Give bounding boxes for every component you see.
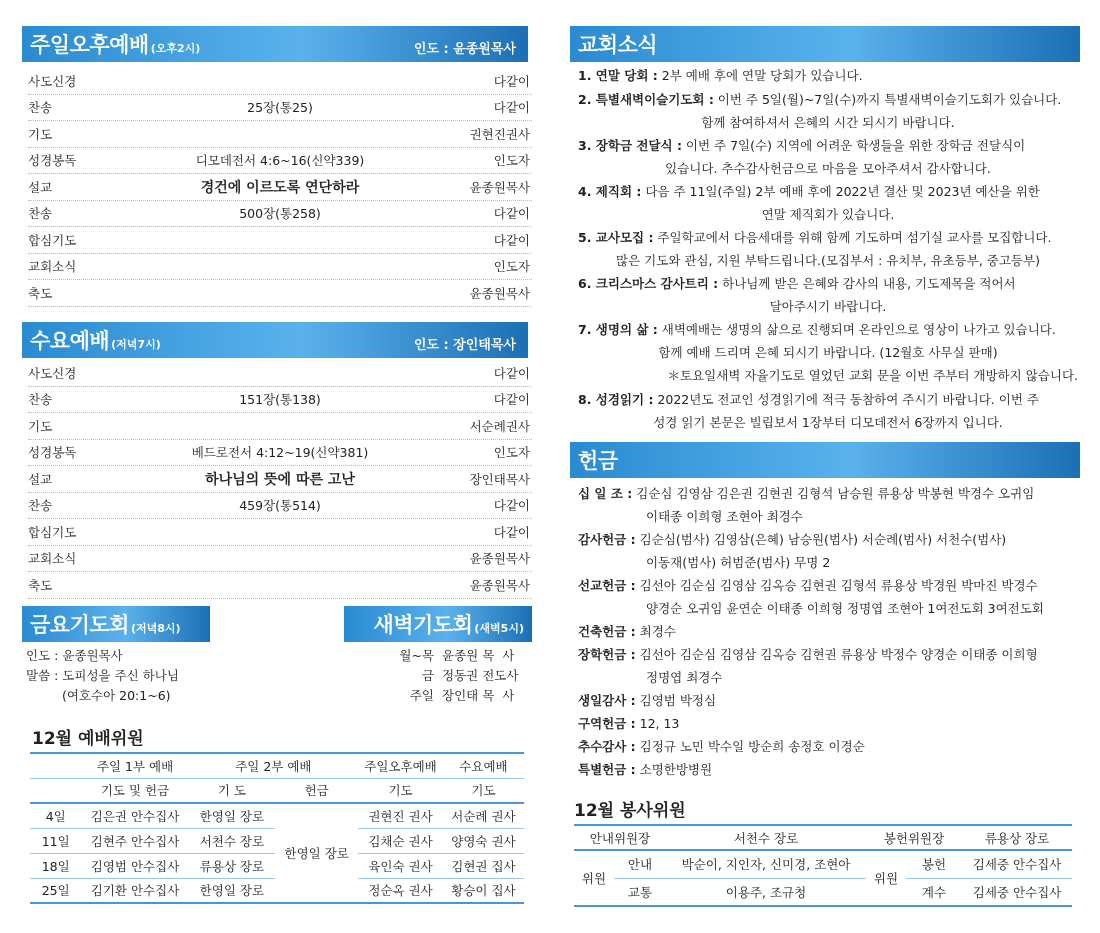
offering-line (578, 482, 1082, 505)
order-item-name: 기도 (28, 418, 53, 434)
dawn-day: 금 (421, 668, 434, 683)
afternoon-order (28, 68, 532, 307)
offering-chief-label: 봉헌위원장 (883, 830, 945, 846)
order-item-name: 설교 (28, 179, 53, 195)
friday-time: (저녁8시) (130, 622, 181, 635)
church-news-header (570, 26, 1080, 62)
offering-header (570, 442, 1080, 478)
news-text: 2022년도 전교인 성경읽기에 적극 동참하여 주시기 바랍니다. 이번 주 (653, 392, 1039, 407)
traffic-members: 이용주, 조규청 (725, 884, 807, 900)
role-guide: 안내 (627, 857, 653, 873)
offering-item (578, 528, 1082, 574)
order-item-name: 설교 (28, 471, 53, 487)
order-row (28, 121, 532, 148)
offering-continuation: 이태종 이희형 조현아 최경수 (646, 509, 803, 524)
order-item-person: 다같이 (493, 232, 530, 248)
order-item-name: 축도 (28, 577, 53, 593)
order-item-name: 찬송 (28, 206, 53, 222)
order-row (28, 360, 532, 387)
offering-names: 김영범 박정심 (635, 693, 717, 708)
order-item-name: 성경봉독 (28, 153, 77, 169)
friday-leader: 인도 : 윤종원목사 (26, 648, 123, 663)
order-item-name: 사도신경 (28, 73, 77, 89)
order-item-content: 디모데전서 4:6~16(신약339) (195, 153, 365, 169)
staff-prayer-2nd: 한영일 장로 (199, 808, 265, 824)
news-continuation: 연말 제직회가 있습니다. (761, 207, 895, 222)
order-item-person: 윤종원목사 (469, 551, 530, 567)
afternoon-worship-header (22, 26, 528, 62)
offering-names: 김순심(범사) 김영삼(은혜) 남승원(범사) 서순례(범사) 서천수(범사) (635, 532, 1007, 547)
order-row (28, 466, 532, 493)
order-item-name: 기도 (28, 126, 53, 142)
staff-prayer-2nd: 서천수 장로 (199, 833, 265, 849)
news-item (578, 134, 1078, 180)
subheader-prayer: 기 도 (217, 783, 246, 799)
order-item-person: 윤종원목사 (469, 577, 530, 593)
order-row (28, 546, 532, 573)
offering-continuation: 이동재(범사) 허범준(범사) 무명 2 (646, 555, 831, 570)
order-item-name: 교회소식 (28, 259, 77, 275)
order-row (28, 519, 532, 546)
news-line (578, 318, 1078, 341)
friday-sermon: 말씀 : 도피성을 주신 하나님 (26, 668, 179, 683)
header-sunday-afternoon: 주일오후예배 (364, 758, 437, 774)
news-title: 교회소식 (578, 33, 658, 57)
news-item (578, 180, 1078, 226)
role-traffic: 교통 (627, 884, 653, 900)
order-item-name: 찬송 (28, 392, 53, 408)
offering-item (578, 620, 1082, 643)
order-item-content: 500장(통258) (239, 206, 321, 222)
friday-scripture: (여호수아 20:1~6) (62, 688, 171, 703)
news-text: 새벽예배는 생명의 삶으로 진행되며 온라인으로 영상이 나가고 있습니다. (657, 322, 1056, 337)
offering-names: 소명한방병원 (635, 762, 713, 777)
order-item-name: 축도 (28, 285, 53, 301)
afternoon-title: 주일오후예배 (30, 33, 149, 57)
afternoon-leader: 인도 : 윤종원목사 (413, 42, 516, 57)
offering-line (578, 528, 1082, 551)
news-text: 이번 주 5일(월)~7일(수)까지 특별새벽이슬기도회가 있습니다. (713, 92, 1062, 107)
news-item (578, 318, 1078, 387)
header-sunday-1: 주일 1부 예배 (96, 758, 174, 774)
news-line (578, 88, 1078, 111)
order-row (28, 227, 532, 254)
order-item-person: 다같이 (493, 392, 530, 408)
news-continuation: 함께 참여하셔서 은혜의 시간 되시기 바랍니다. (701, 115, 955, 130)
subheader-prayer-offering: 기도 및 헌금 (100, 783, 170, 799)
offering-label: 십 일 조 : (578, 486, 633, 501)
offering-members: 김세중 안수집사 (972, 857, 1062, 873)
offering-names: 12, 13 (635, 716, 680, 731)
wednesday-order (28, 360, 532, 599)
wednesday-title: 수요예배 (30, 329, 110, 353)
offering-label: 선교헌금 : (578, 578, 636, 593)
news-label: 7. 생명의 삶 : (578, 322, 658, 337)
offering-label: 생일감사 : (578, 693, 636, 708)
news-text: 하나님께 받은 은혜와 감사의 내용, 기도제목을 적어서 (718, 276, 1016, 291)
order-row (28, 572, 532, 599)
worship-staff-title: 12월 예배위원 (32, 729, 144, 749)
dawn-person: 장인태 목 사 (442, 688, 515, 703)
order-item-person: 윤종원목사 (469, 285, 530, 301)
dawn-schedule (362, 646, 530, 706)
staff-prayer-2nd: 한영일 장로 (199, 883, 265, 899)
order-row (28, 254, 532, 281)
offering-label: 구역헌금 : (578, 716, 636, 731)
staff-prayer-offering: 김은권 안수집사 (90, 808, 180, 824)
news-label: 8. 성경읽기 : (578, 392, 654, 407)
staff-prayer-wednesday: 황승이 집사 (451, 883, 516, 899)
news-item (578, 272, 1078, 318)
staff-date: 11일 (41, 833, 70, 849)
staff-date: 25일 (41, 883, 70, 899)
friday-title: 금요기도회 (30, 613, 129, 637)
order-row (28, 440, 532, 467)
offering-line (578, 643, 1082, 666)
offering-chief-name: 류용상 장로 (984, 830, 1050, 846)
order-item-name: 합심기도 (28, 524, 77, 540)
news-item (578, 388, 1078, 434)
order-item-person: 다같이 (493, 365, 530, 381)
order-item-person: 다같이 (493, 73, 530, 89)
staff-date: 18일 (41, 858, 70, 874)
service-staff-title: 12월 봉사위원 (574, 801, 686, 821)
wednesday-leader: 인도 : 장인태목사 (413, 338, 516, 353)
news-continuation: 달아주시기 바랍니다. (769, 299, 887, 314)
order-item-name: 성경봉독 (28, 445, 77, 461)
staff-prayer-afternoon: 정순옥 권사 (368, 883, 433, 899)
news-text: 이번 주 7일(수) 지역에 어려운 학생들을 위한 장학금 전달식이 (681, 138, 1026, 153)
order-item-content: 베드로전서 4:12~19(신약381) (191, 445, 369, 461)
offering-continuation: 양경순 오귀임 윤연순 이태종 이희형 정명엽 조현아 1여전도회 3여전도회 (646, 601, 1044, 616)
table-row (30, 803, 524, 828)
counting-members: 김세중 안수집사 (972, 884, 1062, 900)
worship-staff-table (30, 752, 524, 904)
friday-prayer-header (22, 606, 210, 642)
order-item-person: 윤종원목사 (469, 179, 530, 195)
member-label-2: 위원 (866, 850, 906, 906)
offering-names: 김선아 김순심 김영삼 김옥승 김현권 김형석 류용상 박경원 박마진 박경수 (635, 578, 1038, 593)
order-item-content: 459장(통514) (239, 498, 321, 514)
news-label: 4. 제직회 : (578, 184, 642, 199)
dawn-row (362, 666, 530, 686)
order-row (28, 174, 532, 201)
offering-item (578, 712, 1082, 735)
dawn-time: (새벽5시) (474, 622, 524, 635)
subheader-offering: 헌금 (304, 783, 329, 799)
wednesday-worship-header (22, 322, 528, 358)
offering-label: 추수감사 : (578, 739, 636, 754)
news-label: 3. 장학금 전달식 : (578, 138, 682, 153)
news-label: 6. 크리스마스 감사트리 : (578, 276, 719, 291)
news-continuation: 있습니다. 추수감사헌금으로 마음을 모아주셔서 감사합니다. (665, 161, 991, 176)
order-item-person: 인도자 (493, 153, 530, 169)
offering-label: 건축헌금 : (578, 624, 636, 639)
role-counting: 계수 (921, 884, 947, 900)
role-offering: 봉헌 (921, 857, 947, 873)
order-item-name: 합심기도 (28, 232, 77, 248)
order-item-name: 사도신경 (28, 365, 77, 381)
order-item-person: 다같이 (493, 100, 530, 116)
dawn-title: 새벽기도회 (373, 613, 473, 637)
staff-prayer-wednesday: 서순례 권사 (451, 808, 516, 824)
offering-line (578, 712, 1082, 735)
subheader-prayer-afternoon: 기도 (388, 783, 413, 799)
news-text: 2부 예배 후에 연말 당회가 있습니다. (657, 68, 863, 83)
news-item (578, 64, 1078, 87)
news-line (578, 64, 1078, 87)
order-item-person: 다같이 (493, 524, 530, 540)
guide-chief-name: 서천수 장로 (733, 830, 799, 846)
offering-line (578, 620, 1082, 643)
dawn-day: 월~목 (399, 648, 434, 663)
dawn-person: 윤종원 목 사 (442, 648, 515, 663)
order-row (28, 68, 532, 95)
order-item-person: 서순례권사 (469, 418, 530, 434)
dawn-row (362, 686, 530, 706)
order-item-content: 경건에 이르도록 연단하라 (200, 179, 360, 196)
subheader-prayer-wednesday: 기도 (471, 783, 496, 799)
order-item-person: 다같이 (493, 498, 530, 514)
order-row (28, 148, 532, 175)
staff-prayer-wednesday: 양영숙 권사 (451, 833, 516, 849)
order-item-name: 찬송 (28, 100, 53, 116)
staff-prayer-2nd: 류용상 장로 (199, 858, 265, 874)
staff-prayer-afternoon: 육인숙 권사 (368, 858, 433, 874)
offering-title: 헌금 (578, 449, 618, 473)
offering-names: 김정규 노민 박수일 방순희 송정호 이경순 (635, 739, 865, 754)
news-line (578, 388, 1078, 411)
news-text: 주일학교에서 다음세대를 위해 함께 기도하며 섬기실 교사를 모집합니다. (653, 230, 1052, 245)
order-item-person: 인도자 (493, 259, 530, 275)
offering-item (578, 574, 1082, 620)
news-line (578, 134, 1078, 157)
staff-prayer-offering: 김영범 안수집사 (90, 858, 180, 874)
staff-prayer-afternoon: 김채순 권사 (368, 833, 433, 849)
order-item-person: 장인태목사 (469, 471, 530, 487)
staff-prayer-offering: 김기환 안수집사 (90, 883, 180, 899)
news-line (578, 226, 1078, 249)
offering-item (578, 735, 1082, 758)
order-row (28, 493, 532, 520)
offering-item (578, 482, 1082, 528)
news-continuation: 함께 예배 드리며 은혜 되시기 바랍니다. (12월호 사무실 판매) (658, 345, 998, 360)
order-item-content: 151장(통138) (239, 392, 321, 408)
offering-continuation: 정명엽 최경수 (646, 670, 723, 685)
guide-members: 박순이, 지인자, 신미경, 조현아 (681, 857, 851, 873)
offering-line (578, 689, 1082, 712)
staff-prayer-afternoon: 권현진 권사 (368, 808, 433, 824)
dawn-prayer-header (344, 606, 532, 642)
offering-names: 최경수 (635, 624, 676, 639)
wednesday-time: (저녁7시) (111, 338, 161, 351)
news-line (578, 272, 1078, 295)
offering-item (578, 689, 1082, 712)
offering-line (578, 735, 1082, 758)
order-item-person: 인도자 (493, 445, 530, 461)
order-item-content: 하나님의 뜻에 따른 고난 (205, 471, 355, 488)
news-item (578, 88, 1078, 134)
staff-prayer-offering: 김현주 안수집사 (90, 833, 180, 849)
service-staff-table (574, 824, 1072, 907)
staff-prayer-wednesday: 김현권 집사 (451, 858, 516, 874)
order-item-person: 권현진권사 (469, 126, 530, 142)
news-continuation: 많은 기도와 관심, 지원 부탁드립니다.(모집부서 : 유치부, 유초등부, 중고등부) (616, 253, 1040, 268)
order-item-name: 찬송 (28, 498, 53, 514)
member-label: 위원 (574, 850, 614, 906)
news-line (578, 180, 1078, 203)
order-item-content: 25장(통25) (247, 100, 313, 116)
afternoon-time: (오후2시) (150, 42, 201, 55)
order-item-person: 다같이 (493, 206, 530, 222)
offering-item (578, 643, 1082, 689)
news-continuation: 성경 읽기 본문은 빌립보서 1장부터 디모데전서 6장까지 입니다. (653, 415, 1003, 430)
offering-names: 김순심 김영삼 김은권 김현권 김형석 남승원 류용상 박봉현 박경수 오귀임 (632, 486, 1035, 501)
order-row (28, 201, 532, 228)
news-text: 다음 주 11일(주일) 2부 예배 후에 2022년 결산 및 2023년 예산을 위한 (641, 184, 1040, 199)
order-row (28, 413, 532, 440)
news-note: ＊토요일새벽 자율기도로 열었던 교회 문을 이번 주부터 개방하지 않습니다. (667, 368, 1078, 383)
order-row (28, 387, 532, 414)
offering-label: 장학헌금 : (578, 647, 636, 662)
dawn-row (362, 646, 530, 666)
order-item-name: 교회소식 (28, 551, 77, 567)
offering-label: 감사헌금 : (578, 532, 636, 547)
news-item (578, 226, 1078, 272)
header-sunday-2: 주일 2부 예배 (235, 758, 312, 774)
news-label: 1. 연말 당회 : (578, 68, 658, 83)
guide-chief-label: 안내위원장 (589, 830, 651, 846)
news-label: 2. 특별새벽이슬기도회 : (578, 92, 714, 107)
header-wednesday: 수요예배 (459, 758, 508, 774)
order-row (28, 280, 532, 307)
offering-line (578, 574, 1082, 597)
offering-names: 김선아 김순심 김영삼 김옥승 김현권 류용상 박정수 양경순 이태종 이희형 (635, 647, 1038, 662)
offering-label: 특별헌금 : (578, 762, 636, 777)
staff-date: 4일 (45, 808, 66, 824)
news-label: 5. 교사모집 : (578, 230, 654, 245)
offering-line (578, 758, 1082, 781)
staff-offering-merged: 한영일 장로 (284, 846, 349, 861)
dawn-person: 정동권 전도사 (442, 668, 519, 683)
offering-item (578, 758, 1082, 781)
order-row (28, 95, 532, 122)
dawn-day: 주일 (409, 688, 434, 703)
